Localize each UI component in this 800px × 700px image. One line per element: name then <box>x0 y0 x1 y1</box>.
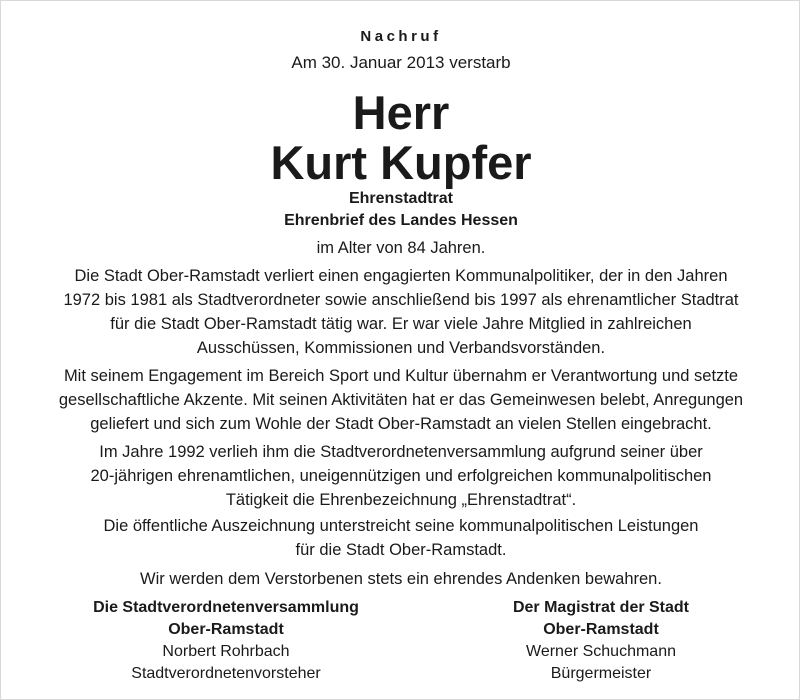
honorary-award: Ehrenbrief des Landes Hessen <box>284 212 518 229</box>
signature-role: Stadtverordnetenvorsteher <box>131 665 321 682</box>
text-line: für die Stadt Ober-Ramstadt tätig war. Er war viele Jahre Mitglied in zahlreichen <box>110 315 692 333</box>
text-line: 1972 bis 1981 als Stadtverordneter sowie anschließend bis 1997 als ehrenamtlicher Stadtrat <box>63 291 739 309</box>
signature-org: Die Stadtverordnetenversammlung <box>93 599 359 616</box>
text-line: gesellschaftliche Akzente. Mit seinen Aktivitäten hat er das Gemeinwesen belebt, Anregungen <box>58 391 744 409</box>
deceased-name: Kurt Kupfer <box>270 136 532 189</box>
text-line: Wir werden dem Verstorbenen stets ein ehrendes Andenken bewahren. <box>140 570 662 588</box>
text-line: Ausschüssen, Kommissionen und Verbandsvorständen. <box>196 339 606 357</box>
signature-role: Bürgermeister <box>550 665 652 682</box>
text-line: Die Stadt Ober-Ramstadt verliert einen engagierten Kommunalpolitiker, der in den Jahren <box>74 267 728 285</box>
text-line: Mit seinem Engagement im Bereich Sport und Kultur übernahm er Verantwortung und setzte <box>63 367 739 385</box>
paragraph-career <box>21 264 781 360</box>
paragraph-remembrance <box>21 567 781 591</box>
text-line: Tätigkeit die Ehrenbezeichnung „Ehrenstadtrat“. <box>225 491 577 509</box>
signature-magistrate <box>441 597 761 685</box>
text-line: geliefert und sich zum Wohle der Stadt Ober-Ramstadt an vielen Stellen eingebracht. <box>90 415 712 433</box>
signature-org-city: Ober-Ramstadt <box>543 621 659 638</box>
signature-council <box>41 597 411 685</box>
salutation: Herr <box>352 86 450 139</box>
text-line: Die öffentliche Auszeichnung unterstreicht seine kommunalpolitischen Leistungen <box>103 517 699 535</box>
paragraph-honor <box>21 440 781 512</box>
text-line: Im Jahre 1992 verlieh ihm die Stadtverordnetenversammlung aufgrund seiner über <box>99 443 703 461</box>
notice-heading: Nachruf <box>360 28 442 45</box>
death-date-line: Am 30. Januar 2013 verstarb <box>291 53 511 72</box>
age-line: im Alter von 84 Jahren. <box>316 239 486 257</box>
signature-org: Der Magistrat der Stadt <box>512 599 690 616</box>
signature-person: Werner Schuchmann <box>526 643 676 660</box>
signature-person: Norbert Rohrbach <box>162 643 290 660</box>
honorary-title: Ehrenstadtrat <box>348 190 454 207</box>
paragraph-engagement <box>21 364 781 436</box>
signature-org-city: Ober-Ramstadt <box>168 621 284 638</box>
text-line: 20-jährigen ehrenamtlichen, uneigennützigen und erfolgreichen kommunalpolitischen <box>90 467 712 485</box>
text-line: für die Stadt Ober-Ramstadt. <box>295 541 507 559</box>
paragraph-recognition <box>21 514 781 562</box>
